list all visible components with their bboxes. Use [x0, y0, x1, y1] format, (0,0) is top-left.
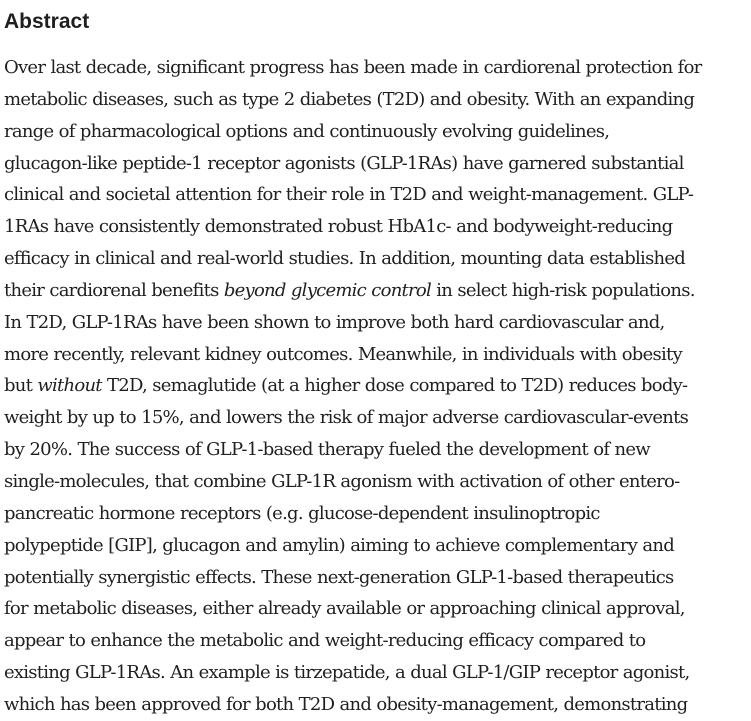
line-text: Over last decade, significant progress has been made in cardiorenal protection for	[4, 57, 702, 78]
abstract-line	[4, 211, 749, 243]
line-text: T2D, semaglutide (at a higher dose compared to T2D) reduces body-	[101, 375, 688, 397]
abstract-line	[4, 466, 749, 498]
line-text: efficacy in clinical and real-world studies. In addition, mounting data established	[4, 248, 686, 270]
abstract-line	[4, 339, 749, 371]
line-text: range of pharmacological options and continuously evolving guidelines,	[4, 120, 610, 142]
line-text: for metabolic diseases, either already available or approaching clinical approval,	[4, 598, 685, 620]
abstract-line	[4, 498, 749, 530]
line-text: single-molecules, that combine GLP-1R agonism with activation of other entero-	[4, 470, 680, 492]
abstract-line	[4, 562, 749, 594]
line-text: In T2D, GLP-1RAs have been shown to improve both hard cardiovascular and,	[4, 311, 665, 333]
line-text: polypeptide [GIP], glucagon and amylin) aiming to achieve complementary and	[4, 534, 674, 556]
line-text: their cardiorenal benefits	[4, 279, 224, 301]
abstract-body	[4, 52, 749, 721]
line-text: weight by up to 15%, and lowers the risk of major adverse cardiovascular-events	[4, 407, 689, 429]
line-text: which has been approved for both T2D and obesity-management, demonstrating	[4, 693, 688, 715]
abstract-line	[4, 370, 749, 402]
line-text: glucagon-like peptide-1 receptor agonists (GLP-1RAs) have garnered substantial	[4, 152, 684, 174]
line-text: but	[4, 375, 38, 397]
abstract-line	[4, 179, 749, 211]
abstract-line	[4, 402, 749, 434]
italic-phrase: beyond glycemic control	[223, 279, 431, 301]
abstract-line	[4, 243, 749, 275]
line-text: metabolic diseases, such as type 2 diabetes (T2D) and obesity. With an expanding	[4, 88, 695, 110]
line-text: 1RAs have consistently demonstrated robust HbA1c- and bodyweight-reducing	[4, 216, 673, 238]
abstract-line	[4, 689, 749, 721]
abstract-line	[4, 275, 749, 307]
abstract-line	[4, 434, 749, 466]
abstract-line	[4, 148, 749, 180]
line-text: in select high-risk populations.	[430, 279, 695, 301]
line-text: appear to enhance the metabolic and weight-reducing efficacy compared to	[4, 630, 646, 652]
abstract-line	[4, 52, 749, 84]
line-text: more recently, relevant kidney outcomes. Meanwhile, in individuals with obesity	[4, 343, 682, 365]
abstract-line	[4, 593, 749, 625]
line-text: pancreatic hormone receptors (e.g. glucose-dependent insulinoptropic	[4, 502, 600, 524]
abstract-line	[4, 307, 749, 339]
abstract-line	[4, 116, 749, 148]
abstract-heading: Abstract	[4, 10, 90, 33]
abstract-line	[4, 530, 749, 562]
line-text: by 20%. The success of GLP-1-based therapy fueled the development of new	[4, 439, 650, 461]
line-text: clinical and societal attention for their role in T2D and weight-management. GLP-	[4, 184, 694, 206]
italic-word: without	[37, 375, 102, 397]
line-text: potentially synergistic effects. These next-generation GLP-1-based therapeutics	[4, 566, 674, 588]
line-text: existing GLP-1RAs. An example is tirzepatide, a dual GLP-1/GIP receptor agonist,	[4, 662, 690, 684]
abstract-line	[4, 657, 749, 689]
abstract-line	[4, 625, 749, 657]
abstract-line	[4, 84, 749, 116]
